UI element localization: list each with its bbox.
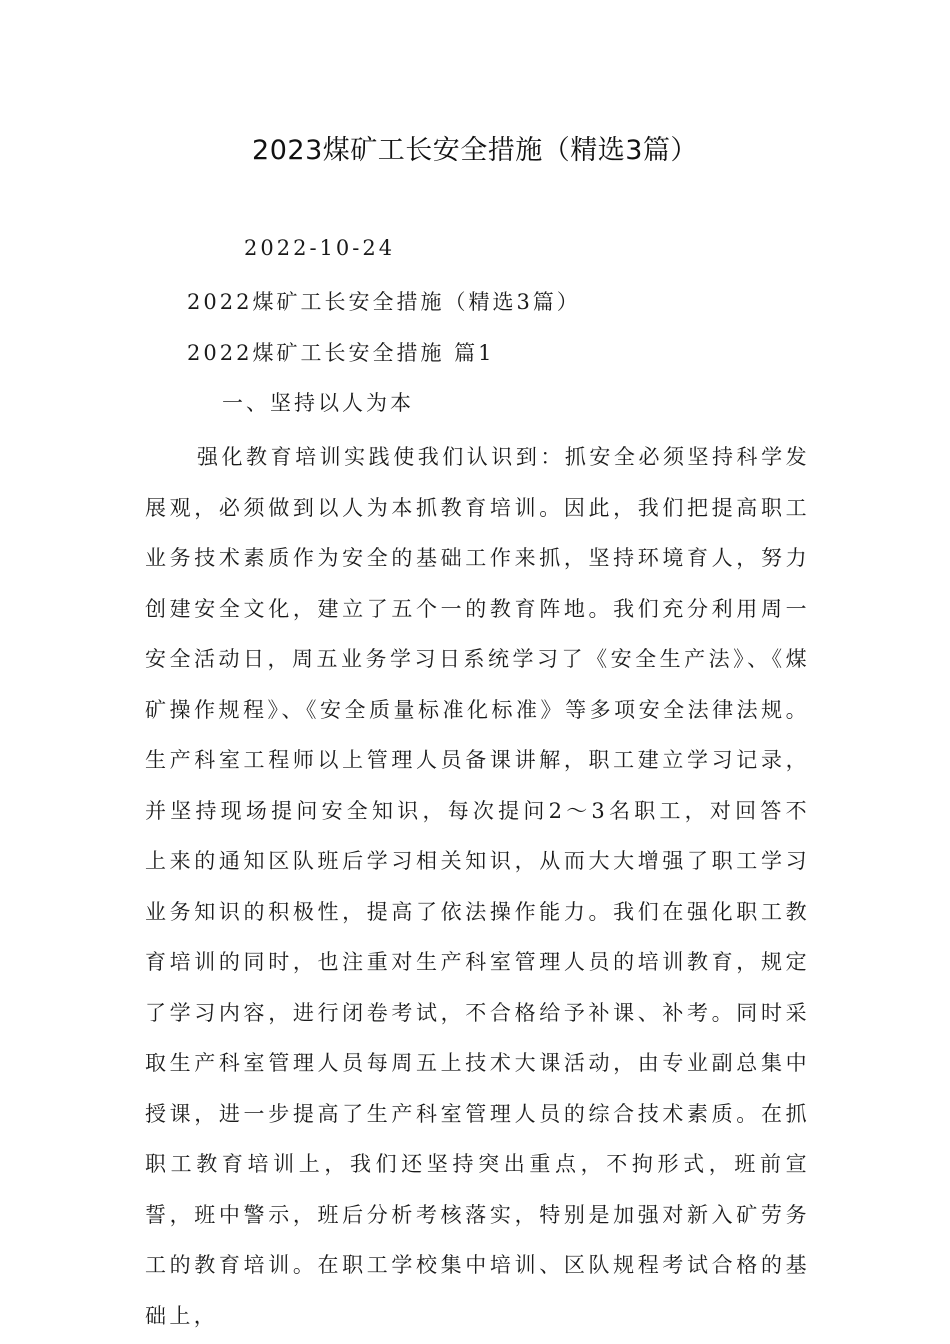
body-paragraph: 强化教育培训实践使我们认识到：抓安全必须坚持科学发展观，必须做到以人为本抓教育培训。因此，我们把提高职工业务技术素质作为安全的基础工作来抓，坚持环境育人，努力创建安全文化，建立了五个一的教育阵地。我们充分利用周一安全活动日，周五业务学习日系统学习了《安全生产法》、《煤矿操作规程》、《安全质量标准化标准》等多项安全法律法规。生产科室工程师以上管理人员备课讲解，职工建立学习记录，并坚持现场提问安全知识，每次提问2～3名职工，对回答不上来的通知区队班后学习相关知识，从而大大增强了职工学习业务知识的积极性，提高了依法操作能力。我们在强化职工教育培训的同时，也注重对生产科室管理人员的培训教育，规定了学习内容，进行闭卷考试，不合格给予补课、补考。同时采取生产科室管理人员每周五上技术大课活动，由专业副总集中授课，进一步提高了生产科室管理人员的综合技术素质。在抓职工教育培训上，我们还坚持突出重点，不拘形式，班前宣誓，班中警示，班后分析考核落实，特别是加强对新入矿劳务工的教育培训。在职工学校集中培训、区队规程考试合格的基础上， bbox=[145, 445, 810, 1328]
section-title: 2022煤矿工长安全措施 篇1 bbox=[187, 341, 495, 365]
document-subtitle: 2022煤矿工长安全措施（精选3篇） bbox=[187, 290, 581, 314]
publish-date: 2022-10-24 bbox=[244, 236, 396, 260]
section-heading: 一、坚持以人为本 bbox=[222, 391, 414, 415]
document-title: 2023煤矿工长安全措施（精选3篇） bbox=[252, 135, 698, 166]
